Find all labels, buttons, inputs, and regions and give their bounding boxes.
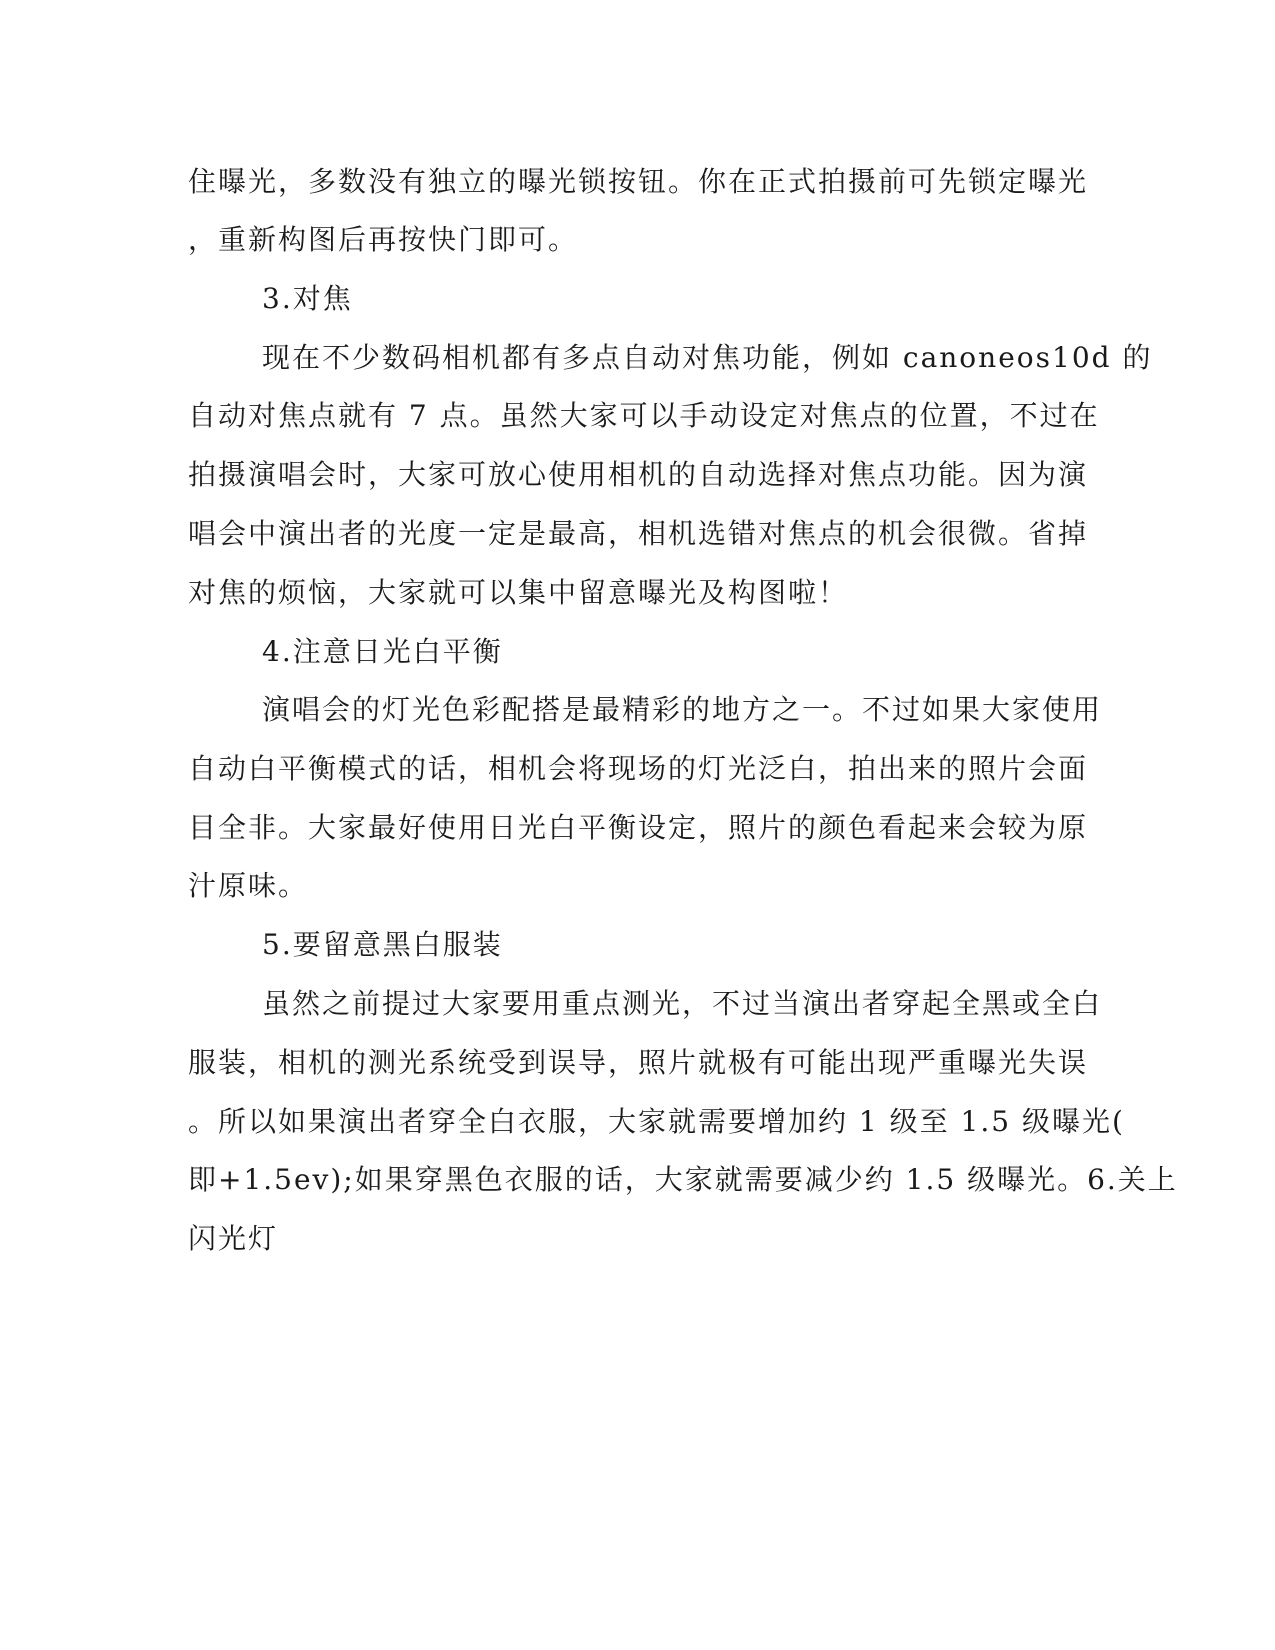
section-heading: 5.要留意黑白服装: [262, 928, 503, 961]
text-line: 自动对焦点就有 7 点。虽然大家可以手动设定对焦点的位置，不过在: [188, 399, 1100, 432]
text-line: 拍摄演唱会时，大家可放心使用相机的自动选择对焦点功能。因为演: [188, 458, 1089, 491]
text-line: 汁原味。: [188, 869, 309, 902]
text-line: 对焦的烦恼，大家就可以集中留意曝光及构图啦！: [188, 576, 849, 609]
text-line: 。所以如果演出者穿全白衣服，大家就需要增加约 1 级至 1.5 级曝光(: [188, 1105, 1125, 1138]
section-heading: 4.注意日光白平衡: [262, 635, 503, 668]
text-line: 住曝光，多数没有独立的曝光锁按钮。你在正式拍摄前可先锁定曝光: [188, 165, 1089, 198]
text-line: 唱会中演出者的光度一定是最高，相机选错对焦点的机会很微。省掉: [188, 517, 1089, 550]
text-line: ，重新构图后再按快门即可。: [188, 223, 579, 256]
text-line: 闪光灯: [188, 1222, 279, 1255]
text-line: 现在不少数码相机都有多点自动对焦功能，例如 canoneos10d 的: [262, 341, 1153, 374]
text-line: 服装，相机的测光系统受到误导，照片就极有可能出现严重曝光失误: [188, 1046, 1089, 1079]
text-line: 虽然之前提过大家要用重点测光，不过当演出者穿起全黑或全白: [262, 987, 1103, 1020]
text-line: 自动白平衡模式的话，相机会将现场的灯光泛白，拍出来的照片会面: [188, 752, 1089, 785]
section-heading: 3.对焦: [262, 282, 353, 315]
text-line: 演唱会的灯光色彩配搭是最精彩的地方之一。不过如果大家使用: [262, 693, 1103, 726]
text-line: 即+1.5ev);如果穿黑色衣服的话，大家就需要减少约 1.5 级曝光。6.关上: [188, 1163, 1178, 1196]
text-line: 目全非。大家最好使用日光白平衡设定，照片的颜色看起来会较为原: [188, 811, 1089, 844]
